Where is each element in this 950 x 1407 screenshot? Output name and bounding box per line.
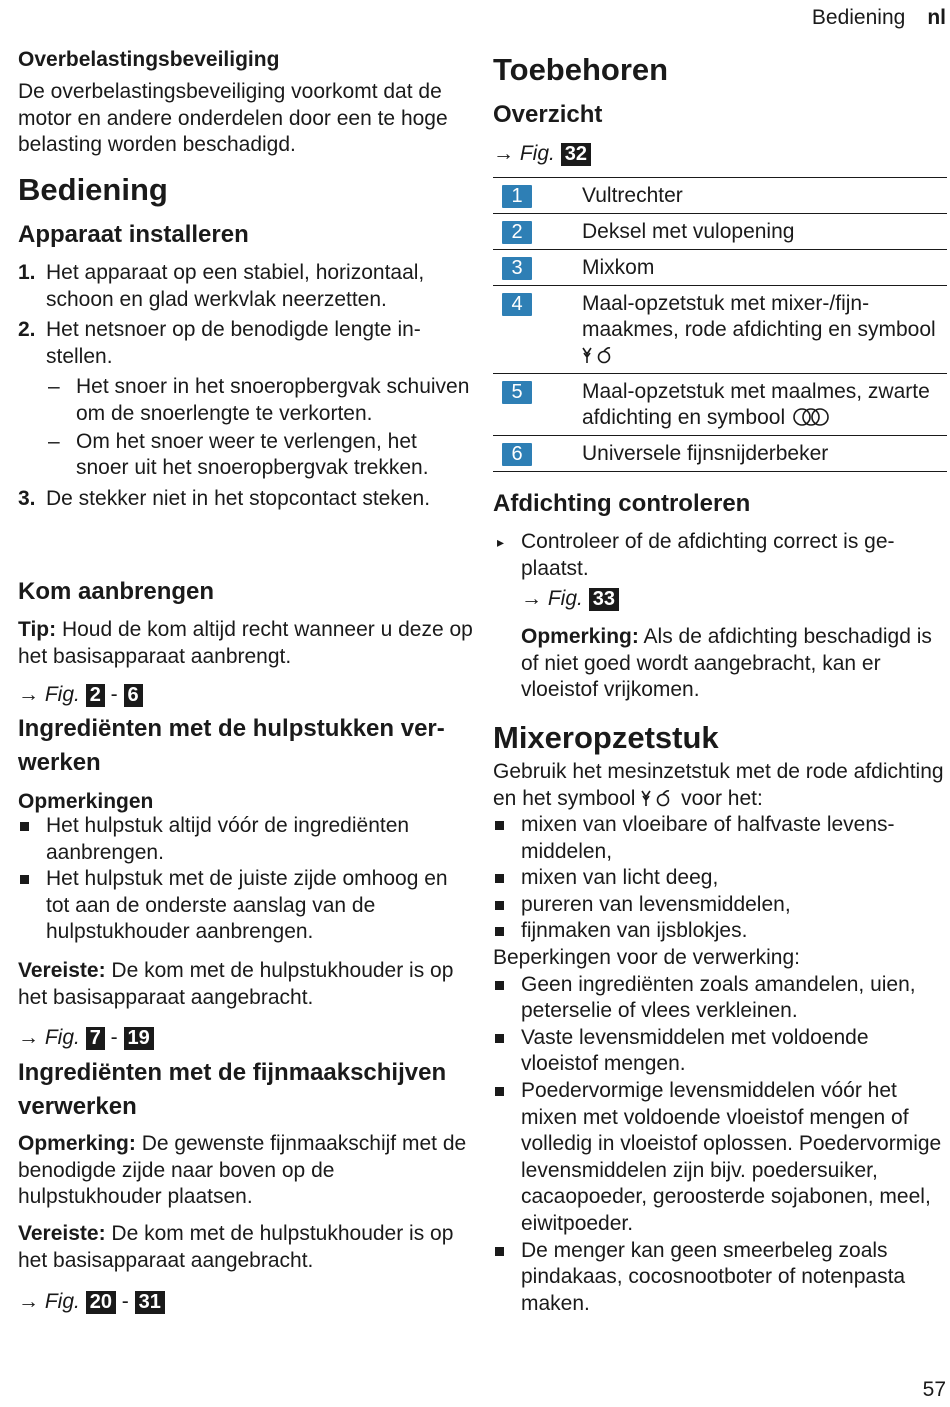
list-item bbox=[493, 1078, 947, 1238]
overload-text: De overbelastingsbeveiliging voorkomt dat de motor en andere onderdelen door een te hoge belasting worden beschadigd. bbox=[18, 80, 448, 157]
fig-reference bbox=[18, 1025, 474, 1051]
fig-label: Fig. bbox=[44, 683, 80, 706]
hulp-title: Ingrediënten met de hulpstukken verwerken bbox=[18, 715, 445, 776]
schijf-title: Ingrediënten met de fijnmaakschijven verwerken bbox=[18, 1059, 447, 1120]
page-number: 57 bbox=[922, 1378, 946, 1401]
step-number: 3. bbox=[18, 486, 36, 510]
figure-number-box: 6 bbox=[124, 684, 143, 707]
item-number-badge: 4 bbox=[502, 293, 532, 316]
list-item bbox=[18, 866, 474, 946]
note-text: Als de afdichting beschadigd is of niet goed wordt aangebracht, kan er vloeistof vrijkomen. bbox=[521, 625, 932, 702]
afdichting-title: Afdichting controleren bbox=[493, 490, 751, 517]
bullet-icon bbox=[495, 901, 504, 910]
substep-item bbox=[18, 429, 474, 482]
figure-number-box: 31 bbox=[135, 1291, 165, 1314]
item-label: Vultrechter bbox=[582, 184, 683, 207]
overzicht-title: Overzicht bbox=[493, 101, 603, 128]
overload-title: Overbelastingsbeveiliging bbox=[18, 48, 280, 71]
fig-label: Fig. bbox=[547, 587, 583, 610]
figure-number-box: 33 bbox=[589, 588, 619, 611]
tip-label: Tip: bbox=[18, 618, 57, 641]
limits-intro: Beperkingen voor de verwerking: bbox=[493, 945, 801, 969]
fig-label: Fig. bbox=[519, 142, 555, 165]
note-label: Opmerking: bbox=[521, 625, 639, 648]
figure-number-box: 2 bbox=[86, 684, 105, 707]
header-language: nl bbox=[927, 6, 946, 29]
fig-separator: - bbox=[121, 1290, 129, 1313]
requirement-text: De kom met de hulpstukhouder is op het basisapparaat aangebracht. bbox=[18, 1222, 454, 1272]
list-item-text: Geen ingrediënten zoals amandelen, uien, peterselie of vlees verkleinen. bbox=[521, 972, 916, 1023]
requirement-label: Vereiste: bbox=[18, 1222, 106, 1245]
table-row bbox=[493, 436, 947, 472]
bullet-icon bbox=[495, 1034, 504, 1043]
list-item bbox=[18, 813, 474, 866]
bullet-icon bbox=[495, 927, 504, 936]
arrow-icon: → bbox=[18, 683, 39, 706]
page-header bbox=[812, 6, 946, 30]
fig-separator: - bbox=[110, 683, 118, 706]
figure-number-box: 32 bbox=[561, 143, 591, 166]
fig-label: Fig. bbox=[44, 1290, 80, 1313]
list-item bbox=[493, 1025, 947, 1078]
step-text: Het apparaat op een stabiel, horizontaal, schoon en glad werkvlak neerzetten. bbox=[46, 261, 425, 311]
arrow-icon: → bbox=[18, 1290, 39, 1313]
item-label: Maal-opzetstuk met maalmes, zwarte afdichting en symbool bbox=[582, 380, 930, 429]
item-number-badge: 1 bbox=[502, 185, 532, 208]
note-text: De gewenste fijnmaakschijf met de benodigde zijde naar boven op de hulpstukhouder plaatsen. bbox=[18, 1132, 467, 1209]
afdichting-steps bbox=[493, 529, 947, 582]
substep-text: Het snoer in het snoeropbergvak schuiven om de snoerlengte te verkorten. bbox=[76, 375, 470, 425]
table-row bbox=[493, 178, 947, 214]
limits-list bbox=[493, 972, 947, 1318]
fig-separator: - bbox=[110, 1026, 118, 1049]
item-label-cell bbox=[582, 374, 947, 436]
table-row bbox=[493, 286, 947, 374]
mixer-symbol-icon bbox=[582, 345, 616, 365]
tip-paragraph bbox=[18, 617, 474, 670]
bullet-icon bbox=[495, 821, 504, 830]
kom-title: Kom aanbrengen bbox=[18, 578, 215, 605]
requirement-paragraph bbox=[18, 1221, 474, 1274]
list-item-text: Poedervormige levensmiddelen vóór het mixen met voldoende vloeistof mengen of volledig in vloeistof oplossen. Poedervormige levensmiddelen zijn bijv. poedersuiker, cacaopoeder, geroosterde sojabonen, meel, eiwitpoeder. bbox=[521, 1078, 942, 1235]
figure-number-box: 20 bbox=[86, 1291, 116, 1314]
table-row bbox=[493, 214, 947, 250]
step-text: De stekker niet in het stopcontact steken. bbox=[46, 486, 431, 510]
list-item bbox=[493, 1238, 947, 1318]
list-item bbox=[493, 865, 947, 892]
bullet-icon bbox=[495, 1247, 504, 1256]
note-paragraph bbox=[18, 1131, 474, 1211]
fig-label: Fig. bbox=[44, 1026, 80, 1049]
figure-number-box: 7 bbox=[86, 1027, 105, 1050]
list-item-text: Het hulpstuk altijd vóór de ingrediënten aanbrengen. bbox=[46, 814, 410, 864]
list-item-text: mixen van vloeibare of halfvaste levensmiddelen, bbox=[521, 813, 895, 863]
step-item bbox=[18, 486, 474, 513]
install-title: Apparaat installeren bbox=[18, 221, 249, 248]
requirement-text: De kom met de hulpstukhouder is op het basisapparaat aangebracht. bbox=[18, 959, 454, 1009]
list-item-text: pureren van levensmiddelen, bbox=[521, 892, 791, 916]
requirement-paragraph bbox=[18, 958, 474, 1011]
item-number-badge: 2 bbox=[502, 221, 532, 244]
list-item bbox=[493, 812, 947, 865]
mixer-intro-text: Gebruik het mesinzetstuk met de rode afdichting en het symbool bbox=[493, 760, 944, 810]
arrow-icon: → bbox=[521, 587, 542, 610]
substep-item bbox=[18, 374, 474, 427]
notes-list bbox=[18, 813, 474, 946]
list-item bbox=[493, 892, 947, 919]
note-label: Opmerking: bbox=[18, 1132, 136, 1155]
step-number: 1. bbox=[18, 261, 36, 284]
list-item bbox=[493, 529, 947, 582]
list-item bbox=[493, 918, 947, 945]
mixer-symbol-icon bbox=[641, 788, 675, 808]
install-steps bbox=[18, 260, 474, 370]
dash-mark: – bbox=[48, 429, 60, 453]
mixer-intro bbox=[493, 759, 947, 812]
step-text: Het netsnoer op de benodigde lengte instellen. bbox=[46, 318, 421, 368]
fig-reference bbox=[493, 141, 947, 167]
list-item-text: mixen van licht deeg, bbox=[521, 866, 719, 890]
fig-reference bbox=[18, 682, 474, 708]
grinder-symbol-icon bbox=[791, 406, 831, 428]
step-number: 2. bbox=[18, 318, 36, 342]
accessories-table bbox=[493, 177, 947, 472]
note-paragraph bbox=[521, 624, 947, 704]
item-number-badge: 3 bbox=[502, 257, 532, 280]
uses-list bbox=[493, 812, 947, 945]
triangle-bullet-icon: ▸ bbox=[497, 534, 505, 550]
list-item-text: De menger kan geen smeerbeleg zoals pindakaas, cocosnootboter of notenpasta maken. bbox=[521, 1238, 906, 1315]
bediening-title: Bediening bbox=[18, 172, 168, 207]
bullet-icon bbox=[495, 874, 504, 883]
table-row bbox=[493, 250, 947, 286]
bullet-icon bbox=[495, 981, 504, 990]
item-label: Maal-opzetstuk met mixer-/fijnmaakmes, rode afdichting en symbool bbox=[582, 292, 936, 341]
list-item-text: fijnmaken van ijsblokjes. bbox=[521, 919, 748, 943]
substep-text: Om het snoer weer te verlengen, het snoer uit het snoeropbergvak trekken. bbox=[76, 429, 429, 480]
header-section: Bediening bbox=[811, 6, 906, 29]
bullet-icon bbox=[495, 1087, 504, 1096]
toebehoren-title: Toebehoren bbox=[493, 52, 669, 87]
item-label: Mixkom bbox=[582, 256, 655, 279]
list-item-text: Controleer of de afdichting correct is geplaatst. bbox=[521, 530, 895, 580]
dash-mark: – bbox=[48, 375, 60, 399]
fig-reference bbox=[521, 586, 947, 612]
tip-text: Houd de kom altijd recht wanneer u deze op het basisapparaat aanbrengt. bbox=[18, 618, 473, 668]
item-label: Deksel met vulopening bbox=[582, 220, 795, 243]
bullet-icon bbox=[20, 822, 29, 831]
step-item bbox=[18, 317, 474, 370]
notes-label: Opmerkingen bbox=[18, 790, 154, 813]
arrow-icon: → bbox=[18, 1026, 39, 1049]
mixer-intro-text: voor het: bbox=[681, 786, 763, 810]
bullet-icon bbox=[20, 875, 29, 884]
cord-substeps bbox=[18, 374, 474, 481]
list-item bbox=[493, 972, 947, 1025]
list-item-text: Vaste levensmiddelen met voldoende vloeistof mengen. bbox=[521, 1025, 869, 1076]
list-item-text: Het hulpstuk met de juiste zijde omhoog en tot aan de onderste aanslag van de hulpstukhouder aanbrengen. bbox=[46, 867, 448, 944]
figure-number-box: 19 bbox=[124, 1027, 154, 1050]
item-number-badge: 5 bbox=[502, 381, 532, 404]
requirement-label: Vereiste: bbox=[18, 959, 106, 982]
mixer-title: Mixeropzetstuk bbox=[493, 720, 719, 755]
step-item bbox=[18, 260, 474, 313]
item-label: Universele fijnsnijderbeker bbox=[582, 442, 829, 465]
item-label-cell bbox=[582, 286, 947, 374]
table-row bbox=[493, 374, 947, 436]
arrow-icon: → bbox=[493, 142, 514, 165]
fig-reference bbox=[18, 1289, 474, 1315]
install-steps-cont bbox=[18, 486, 474, 513]
item-number-badge: 6 bbox=[502, 443, 532, 466]
